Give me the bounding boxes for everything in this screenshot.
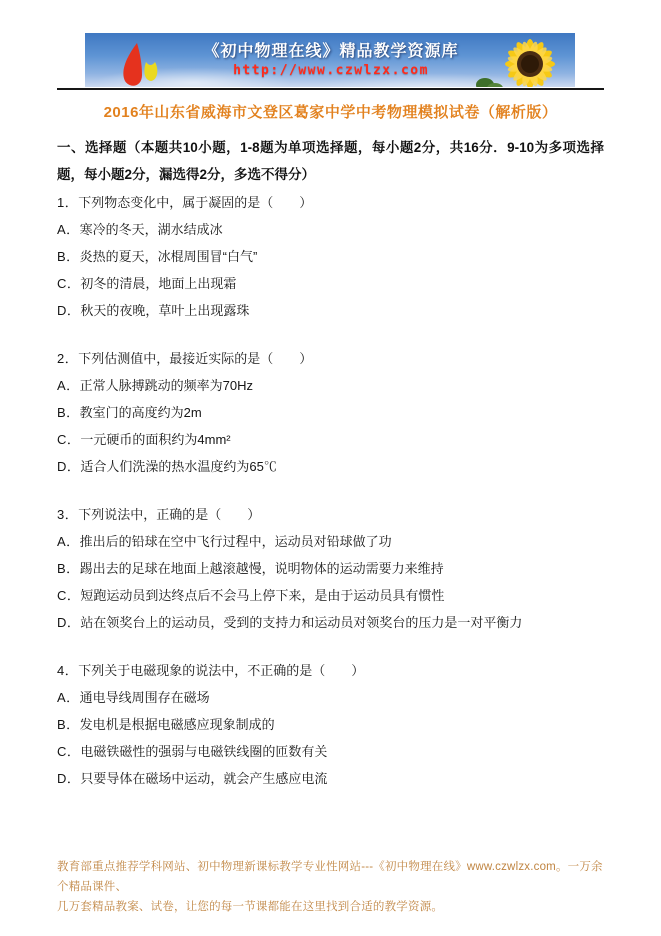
- option-label: A．: [57, 534, 80, 549]
- option-row: [57, 582, 611, 609]
- option-text: 站在领奖台上的运动员，受到的支持力和运动员对领奖台的压力是一对平衡力: [80, 615, 523, 630]
- page-footer: [57, 857, 613, 917]
- option-text: 正常人脉搏跳动的频率为70Hz: [79, 378, 254, 393]
- question-text: 下列物态变化中，属于凝固的是（ ）: [78, 195, 313, 210]
- question-stem: [57, 657, 611, 684]
- option-text: 只要导体在磁场中运动，就会产生感应电流: [80, 771, 328, 786]
- option-row: [57, 372, 611, 399]
- option-row: [57, 243, 611, 270]
- option-row: [57, 609, 611, 636]
- option-label: B．: [57, 717, 80, 732]
- footer-line: 教育部重点推荐学科网站、初中物理新课标教学专业性网站---《初中物理在线》www.czwlzx.com。一万余个精品课件、: [57, 861, 603, 893]
- question-stem: [57, 501, 611, 528]
- option-label: C．: [57, 276, 81, 291]
- question-text: 下列关于电磁现象的说法中，不正确的是（ ）: [78, 663, 365, 678]
- question-number: 4．: [57, 663, 79, 678]
- option-label: A．: [57, 222, 80, 237]
- option-text: 电磁铁磁性的强弱与电磁铁线圈的匝数有关: [80, 744, 328, 759]
- option-label: A．: [57, 690, 80, 705]
- option-row: [57, 528, 611, 555]
- option-label: D．: [57, 303, 81, 318]
- question-number: 2．: [57, 351, 79, 366]
- question-list: [57, 189, 611, 792]
- question-text: 下列估测值中，最接近实际的是（ ）: [78, 351, 313, 366]
- banner-text: [181, 38, 481, 78]
- question-stem: [57, 345, 611, 372]
- question-block: [57, 657, 611, 792]
- option-text: 秋天的夜晚，草叶上出现露珠: [80, 303, 250, 318]
- question-stem: [57, 189, 611, 216]
- question-block: [57, 189, 611, 324]
- section-header: 一、选择题（本题共10小题，1-8题为单项选择题，每小题2分，共16分．9-10为多项选择题，每小题2分，漏选得2分，多选不得分）: [57, 140, 604, 182]
- question-text: 下列说法中，正确的是（ ）: [78, 507, 261, 522]
- option-text: 适合人们洗澡的热水温度约为65℃: [80, 459, 277, 474]
- question-number: 3．: [57, 507, 79, 522]
- option-row: [57, 765, 611, 792]
- option-row: [57, 738, 611, 765]
- option-row: [57, 297, 611, 324]
- option-label: C．: [57, 432, 81, 447]
- option-text: 通电导线周围存在磁场: [79, 690, 210, 705]
- option-row: [57, 216, 611, 243]
- site-banner: [85, 33, 575, 87]
- sunflower-icon: [475, 35, 571, 87]
- option-row: [57, 270, 611, 297]
- banner-site-name: 《初中物理在线》精品教学资源库: [203, 43, 459, 60]
- option-text: 发电机是根据电磁感应现象制成的: [79, 717, 275, 732]
- option-row: [57, 426, 611, 453]
- question-number: 1．: [57, 195, 79, 210]
- option-row: [57, 684, 611, 711]
- option-text: 寒冷的冬天，湖水结成冰: [79, 222, 223, 237]
- option-label: B．: [57, 249, 80, 264]
- flame-logo-icon: [117, 41, 163, 87]
- option-label: D．: [57, 459, 81, 474]
- option-text: 初冬的清晨，地面上出现霜: [80, 276, 237, 291]
- option-text: 教室门的高度约为2m: [79, 405, 202, 420]
- footer-line: 几万套精品教案、试卷，让您的每一节课都能在这里找到合适的教学资源。: [57, 901, 444, 913]
- option-label: B．: [57, 405, 80, 420]
- question-block: [57, 345, 611, 480]
- option-label: D．: [57, 771, 81, 786]
- question-block: [57, 501, 611, 636]
- option-row: [57, 399, 611, 426]
- option-text: 炎热的夏天，冰棍周围冒“白气”: [79, 249, 258, 264]
- page-title: 2016年山东省威海市文登区葛家中学中考物理模拟试卷（解析版）: [103, 104, 558, 121]
- option-row: [57, 711, 611, 738]
- option-row: [57, 453, 611, 480]
- option-text: 推出后的铅球在空中飞行过程中，运动员对铅球做了功: [79, 534, 392, 549]
- option-text: 踢出去的足球在地面上越滚越慢，说明物体的运动需要力来维持: [79, 561, 444, 576]
- option-text: 一元硬币的面积约为4mm²: [80, 432, 231, 447]
- option-label: C．: [57, 744, 81, 759]
- option-label: B．: [57, 561, 80, 576]
- header-divider: [57, 88, 604, 90]
- option-label: C．: [57, 588, 81, 603]
- option-label: A．: [57, 378, 80, 393]
- option-row: [57, 555, 611, 582]
- banner-site-url: http://www.czwlzx.com: [233, 63, 429, 78]
- option-label: D．: [57, 615, 81, 630]
- option-text: 短跑运动员到达终点后不会马上停下来，是由于运动员具有惯性: [80, 588, 445, 603]
